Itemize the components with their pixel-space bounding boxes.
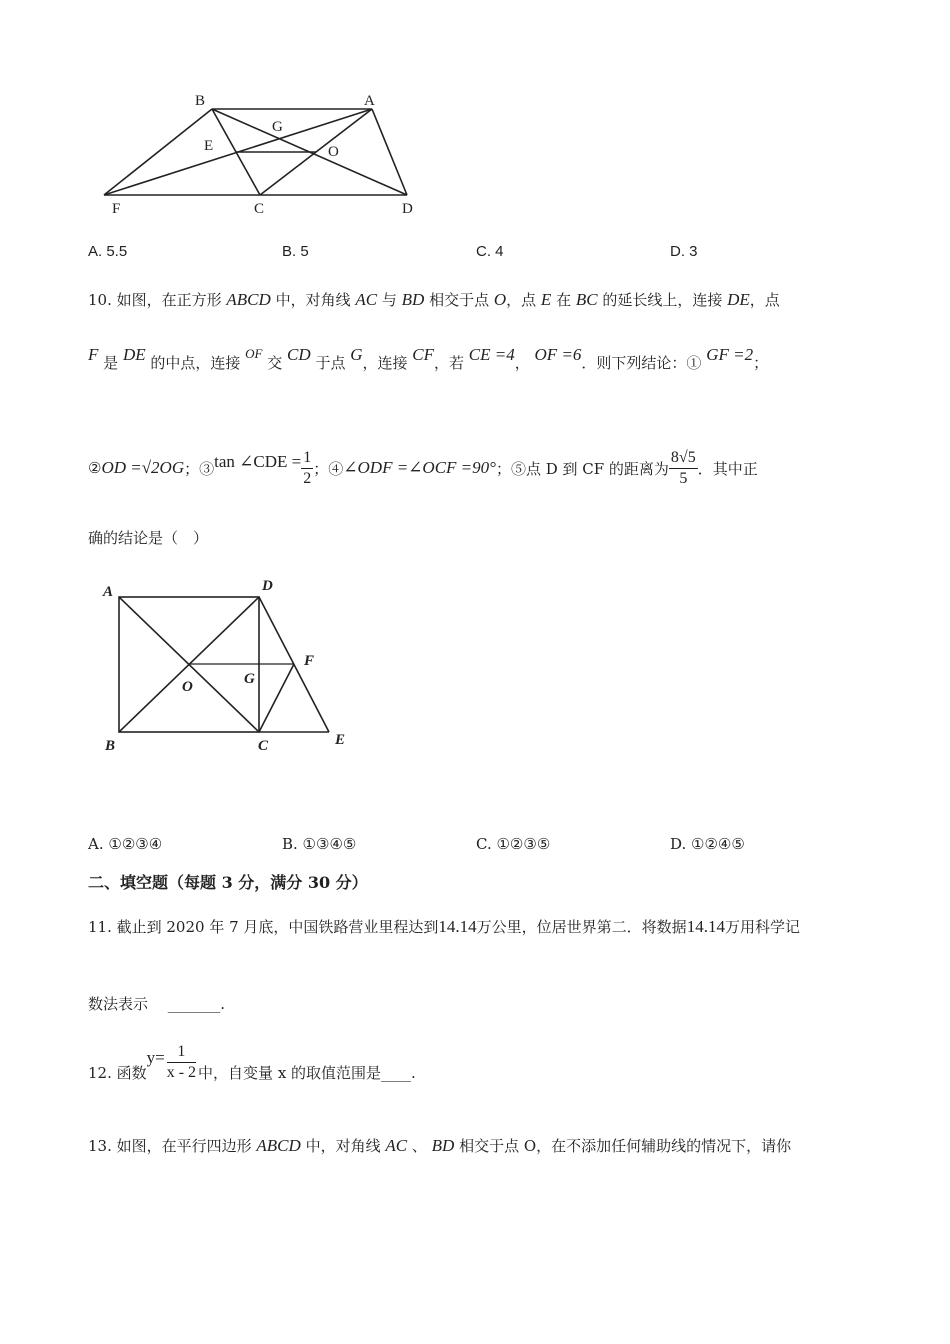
q13-line-1: 13. 如图，在平行四边形 ABCD 中，对角线 AC 、 BD 相交于点 O，在不添加任何辅助线的情况下，请你 — [88, 1136, 792, 1155]
q10-line-2: F 是 DE 的中点，连接 OF 交 CD 于点 G，连接 CF，若 CE =4， OF =6．则下列结论：① GF =2； — [88, 345, 769, 372]
q12-line: 12. 函数 y= $\frac{1}{x - 2}$ 中，自变量 x 的取值范围是____. — [88, 1042, 416, 1082]
fraction-1-over-x-minus-2: $\frac{1}{x - 2}$ — [166, 1042, 197, 1081]
label-G: G — [272, 119, 283, 135]
label-D: D — [402, 201, 413, 217]
section-heading: 二、填空题（每题 3 分，满分 30 分） — [88, 873, 368, 892]
q9-option-a: A. 5.5 — [88, 243, 128, 260]
label-B: B — [105, 738, 116, 754]
figure-trapezoid — [90, 85, 430, 220]
label-G: G — [244, 671, 255, 687]
q10-line-4: 确的结论是（ ） — [88, 529, 209, 547]
segment-CF — [259, 664, 294, 732]
q10-option-b: B. ①③④⑤ — [282, 835, 357, 853]
q10-option-a: A. ①②③④ — [88, 835, 163, 853]
fraction-8-root5-over-5: $\frac{8√5}{5}$ — [670, 448, 696, 487]
label-O: O — [182, 679, 193, 695]
figure-square — [96, 574, 366, 754]
segment-FB — [104, 109, 212, 195]
label-A: A — [364, 93, 375, 109]
label-C: C — [258, 738, 269, 754]
label-F: F — [304, 653, 315, 669]
label-D: D — [262, 578, 273, 594]
q10-line-1: 10. 如图，在正方形 ABCD 中，对角线 AC 与 BD 相交于点 O，点 E 在 BC 的延长线上，连接 DE，点 — [88, 290, 780, 309]
label-E: E — [204, 138, 214, 154]
q10-option-d: D. ①②④⑤ — [670, 835, 745, 853]
label-B: B — [195, 93, 206, 109]
q10-line-3: ② OD =√2OG ；③ tan ∠CDE = $\frac{1}{2}$ ；④ ∠ODF =∠OCF =90° ；⑤点 D 到 CF 的距离为 $\frac{8√5}{5}$ ．其中正 — [88, 448, 758, 487]
q9-option-c: C. 4 — [476, 243, 504, 260]
label-F: F — [112, 201, 121, 217]
q11-line-2: 数法表示 _______. — [88, 995, 226, 1013]
label-C: C — [254, 201, 265, 217]
q9-option-b: B. 5 — [282, 243, 309, 260]
fraction-one-half: $\frac{1}{2}$ — [303, 448, 312, 487]
label-A: A — [103, 584, 114, 600]
q11-line-1: 11. 截止到 2020 年 7 月底，中国铁路营业里程达到14.14万公里，位居世界第二．将数据14.14万用科学记 — [88, 917, 800, 936]
q10-option-c: C. ①②③⑤ — [476, 835, 551, 853]
label-E: E — [335, 732, 346, 748]
label-O: O — [328, 144, 339, 160]
q9-option-d: D. 3 — [670, 243, 698, 260]
